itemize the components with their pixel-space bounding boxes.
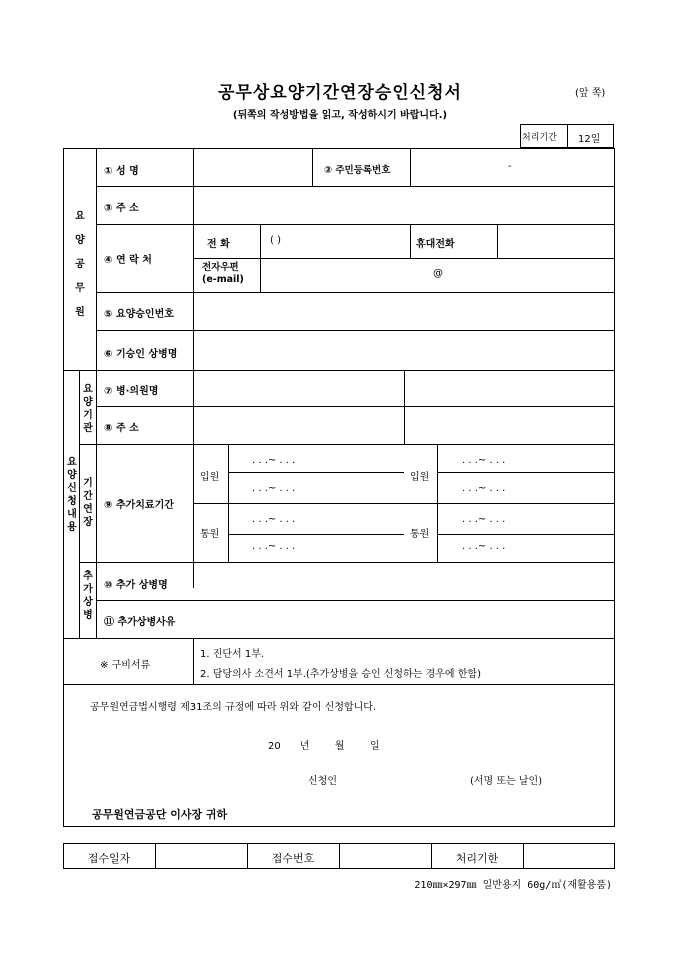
outpatient-period-2-left[interactable]: . . .~ . . . [252, 541, 296, 552]
institution-group-label: 요양기관 [83, 384, 93, 434]
institution-address-field[interactable] [194, 407, 403, 443]
additional-injury-name-label: ⑩ 추가 상병명 [104, 580, 168, 591]
inpatient-label-right: 입원 [410, 472, 430, 483]
section-request-label: 요양신청내용 [67, 457, 77, 533]
inpatient-period-1-left[interactable]: . . .~ . . . [252, 455, 296, 466]
contact-label: ④ 연 락 처 [104, 255, 152, 266]
additional-injury-reason-label: ⑪ 추가상병사유 [104, 617, 176, 628]
application-date[interactable]: 20 년 월 일 [268, 741, 380, 752]
page-subtitle: (뒤쪽의 작성방법을 읽고, 작성하시기 바랍니다.) [232, 110, 448, 121]
page-title: 공무상요양기간연장승인신청서 [218, 83, 462, 103]
email-at[interactable]: @ [433, 268, 443, 279]
required-documents-label: ※ 구비서류 [100, 660, 151, 671]
required-document-2: 2. 담당의사 소견서 1부.(추가상병을 승인 신청하는 경우에 한함) [200, 669, 481, 680]
name-label: ① 성 명 [104, 166, 139, 177]
signature-label: (서명 또는 날인) [470, 776, 543, 787]
rrn-label: ② 주민등록번호 [324, 165, 391, 176]
receipt-number-field[interactable] [340, 845, 430, 867]
outpatient-label-left: 통원 [200, 529, 220, 540]
hospital-name-label: ⑦ 병·의원명 [104, 386, 159, 397]
inpatient-period-1-right[interactable]: . . .~ . . . [462, 455, 506, 466]
outpatient-period-2-right[interactable]: . . .~ . . . [462, 541, 506, 552]
mobile-label: 휴대전화 [416, 239, 455, 250]
section-patient-label: 요양공무원 [75, 211, 85, 318]
inpatient-period-2-right[interactable]: . . .~ . . . [462, 483, 506, 494]
address-label: ③ 주 소 [104, 203, 139, 214]
deadline-field[interactable] [524, 845, 614, 867]
phone-label: 전 화 [207, 239, 230, 250]
phone-field[interactable]: ( ) [270, 235, 281, 246]
approval-number-label: ⑤ 요양승인번호 [104, 309, 174, 320]
institution-address-label: ⑧ 주 소 [104, 423, 139, 434]
deadline-label: 처리기한 [455, 852, 499, 865]
email-label: 전자우편 (e-mail) [202, 262, 244, 285]
outpatient-label-right: 통원 [410, 529, 430, 540]
paper-specification: 210㎜×297㎜ 일반용지 60g/㎡(재활용품) [414, 880, 612, 891]
processing-period-label: 처리기간 [522, 133, 557, 143]
hospital-name-field[interactable] [194, 371, 403, 405]
name-field[interactable] [194, 149, 311, 185]
rrn-dash: - [508, 161, 512, 172]
rrn-field[interactable] [411, 149, 614, 185]
processing-period-value: 12일 [578, 134, 601, 145]
mobile-field[interactable] [498, 225, 614, 257]
approval-number-field[interactable] [194, 293, 614, 329]
approved-injury-label: ⑥ 기승인 상병명 [104, 349, 178, 360]
extension-group-label: 기간연장 [83, 478, 93, 528]
receipt-date-label: 접수일자 [87, 852, 131, 865]
receipt-number-label: 접수번호 [271, 852, 315, 865]
address-field[interactable] [194, 187, 614, 223]
additional-injury-reason-field[interactable] [194, 601, 614, 637]
declaration-statement: 공무원연금법시행령 제31조의 규정에 따라 위와 같이 신청합니다. [90, 702, 377, 713]
page-side-label: (앞 쪽) [575, 88, 606, 99]
additional-period-label: ⑨ 추가치료기간 [104, 500, 174, 511]
outpatient-period-1-right[interactable]: . . .~ . . . [462, 514, 506, 525]
applicant-label: 신청인 [308, 776, 337, 787]
addressee: 공무원연금공단 이사장 귀하 [92, 808, 228, 821]
approved-injury-field[interactable] [194, 331, 614, 369]
additional-injury-group-label: 추가상병 [83, 571, 93, 621]
required-document-1: 1. 진단서 1부. [200, 649, 265, 660]
outpatient-period-1-left[interactable]: . . .~ . . . [252, 514, 296, 525]
inpatient-period-2-left[interactable]: . . .~ . . . [252, 483, 296, 494]
additional-injury-name-field[interactable] [194, 563, 614, 599]
receipt-date-field[interactable] [156, 845, 246, 867]
inpatient-label-left: 입원 [200, 472, 220, 483]
